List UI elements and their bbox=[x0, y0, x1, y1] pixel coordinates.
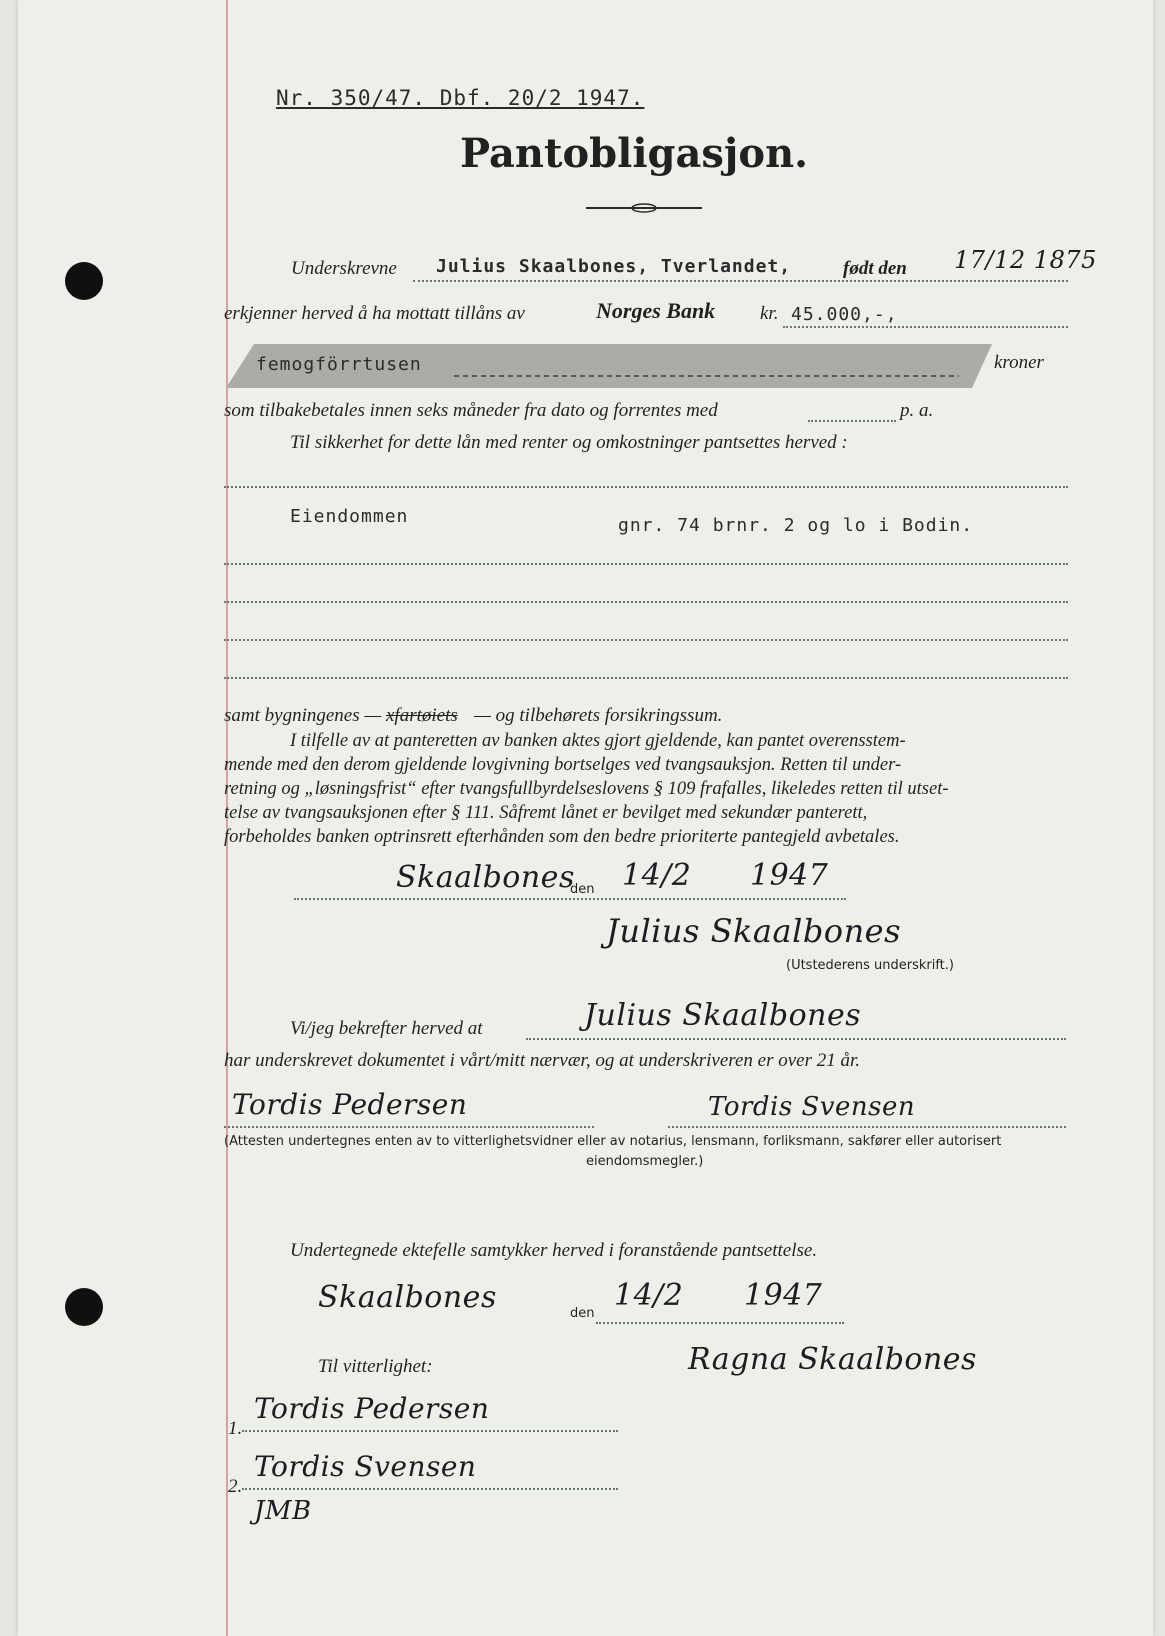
spouse-den-label: den bbox=[570, 1306, 595, 1321]
property-label: Eiendommen bbox=[290, 506, 409, 527]
amount-value: 45.000,-, bbox=[791, 304, 898, 325]
issuer-signature: Julius Skaalbones bbox=[606, 912, 902, 950]
document-title: Pantobligasjon. bbox=[460, 130, 809, 177]
confirm-text: har underskrevet dokumentet i vårt/mitt nærvær, og at underskriveren er over 21 år. bbox=[224, 1050, 861, 1071]
property-line-3 bbox=[224, 601, 1068, 603]
buildings-prefix: samt bygningenes — bbox=[224, 705, 382, 726]
property-line-5 bbox=[224, 677, 1068, 679]
amount-line bbox=[783, 326, 1068, 328]
consent-text: Undertegnede ektefelle samtykker herved i foranstående pantsettelse. bbox=[290, 1240, 818, 1261]
spouse-year: 1947 bbox=[744, 1278, 823, 1313]
punch-hole-bottom bbox=[65, 1288, 103, 1326]
witness-num: 1. bbox=[228, 1418, 243, 1439]
date-line bbox=[294, 898, 846, 900]
terms-line: forbeholdes banken optrinsrett efterhånden som den bedre prioriterte pantegjeld avbetales. bbox=[224, 827, 900, 847]
confirm-line bbox=[526, 1038, 1066, 1040]
attest-note-cont: eiendomsmegler.) bbox=[586, 1154, 704, 1169]
terms-line: mende med den derom gjeldende lovgivning bortselges ved tvangsauksjon. Retten til under- bbox=[224, 755, 902, 775]
witness-label: Til vitterlighet: bbox=[318, 1356, 433, 1377]
amount-words: femogförrtusen bbox=[256, 354, 422, 375]
title-ornament bbox=[584, 198, 704, 218]
kroner-label: kroner bbox=[994, 352, 1044, 373]
terms-line: retning og „løsningsfrist“ efter tvangsfullbyrdelseslovens § 109 frafalles, likeledes retten til utset- bbox=[224, 779, 949, 799]
property-line-1 bbox=[224, 486, 1068, 488]
interest-line bbox=[808, 420, 896, 422]
punch-hole-top bbox=[65, 262, 103, 300]
confirm-name: Julius Skaalbones bbox=[584, 998, 862, 1033]
initials: JMB bbox=[254, 1496, 312, 1526]
born-label: født den bbox=[843, 258, 907, 279]
terms-line: I tilfelle av at panteretten av banken aktes gjort gjeldende, kan pantet overensstem- bbox=[290, 731, 906, 751]
witness-2-line bbox=[668, 1126, 1066, 1128]
issuer-caption: (Utstederens underskrift.) bbox=[786, 958, 954, 973]
spouse-date-line bbox=[596, 1322, 844, 1324]
signing-place: Skaalbones bbox=[396, 860, 575, 895]
repay-text: som tilbakebetales innen seks måneder fra dato og forrentes med bbox=[224, 400, 718, 421]
pa-label: p. a. bbox=[900, 400, 934, 421]
witness-1-line bbox=[224, 1126, 594, 1128]
den-label: den bbox=[570, 882, 595, 897]
spouse-date: 14/2 bbox=[614, 1278, 684, 1313]
undersigned-value: Julius Skaalbones, Tverlandet, bbox=[436, 256, 792, 277]
attest-note: (Attesten undertegnes enten av to vitterlighetsvidner eller av notarius, lensmann, forliksmann, sakfører eller autorisert bbox=[224, 1134, 1002, 1149]
security-text: Til sikkerhet for dette lån med renter og omkostninger pantsettes herved : bbox=[290, 432, 848, 453]
spouse-witness-1: Tordis Pedersen bbox=[254, 1392, 490, 1425]
document-page bbox=[18, 0, 1153, 1636]
spouse-witness-2: Tordis Svensen bbox=[254, 1450, 477, 1483]
bank-name: Norges Bank bbox=[596, 298, 716, 323]
witness-2-signature: Tordis Svensen bbox=[708, 1092, 916, 1122]
kr-label: kr. bbox=[760, 303, 779, 324]
witness-1-signature: Tordis Pedersen bbox=[232, 1088, 468, 1121]
terms-line: telse av tvangsauksjonen efter § 111. Såfremt lånet er bevilget med sekundær panterett, bbox=[224, 803, 868, 823]
property-line-2 bbox=[224, 563, 1068, 565]
spouse-witness-1-line bbox=[242, 1430, 618, 1432]
undersigned-label: Underskrevne bbox=[291, 258, 397, 279]
spouse-signature: Ragna Skaalbones bbox=[688, 1342, 977, 1377]
buildings-struck: xfartøiets bbox=[386, 705, 458, 726]
spouse-witness-2-line bbox=[242, 1488, 618, 1490]
undersigned-line bbox=[413, 280, 1068, 282]
property-line-4 bbox=[224, 639, 1068, 641]
witness-num: 2. bbox=[228, 1476, 243, 1497]
confirm-label: Vi/jeg bekrefter herved at bbox=[290, 1018, 483, 1039]
signing-year: 1947 bbox=[750, 858, 829, 893]
reference-line: Nr. 350/47. Dbf. 20/2 1947. bbox=[276, 86, 645, 110]
born-date: 17/12 1875 bbox=[954, 246, 1097, 274]
spouse-place: Skaalbones bbox=[318, 1280, 497, 1315]
acknowledge-text: erkjenner herved å ha mottatt tillåns av bbox=[224, 303, 525, 324]
signing-date: 14/2 bbox=[622, 858, 692, 893]
buildings-suffix: — og tilbehørets forsikringssum. bbox=[474, 705, 723, 726]
property-value: gnr. 74 brnr. 2 og lo i Bodin. bbox=[618, 515, 974, 536]
